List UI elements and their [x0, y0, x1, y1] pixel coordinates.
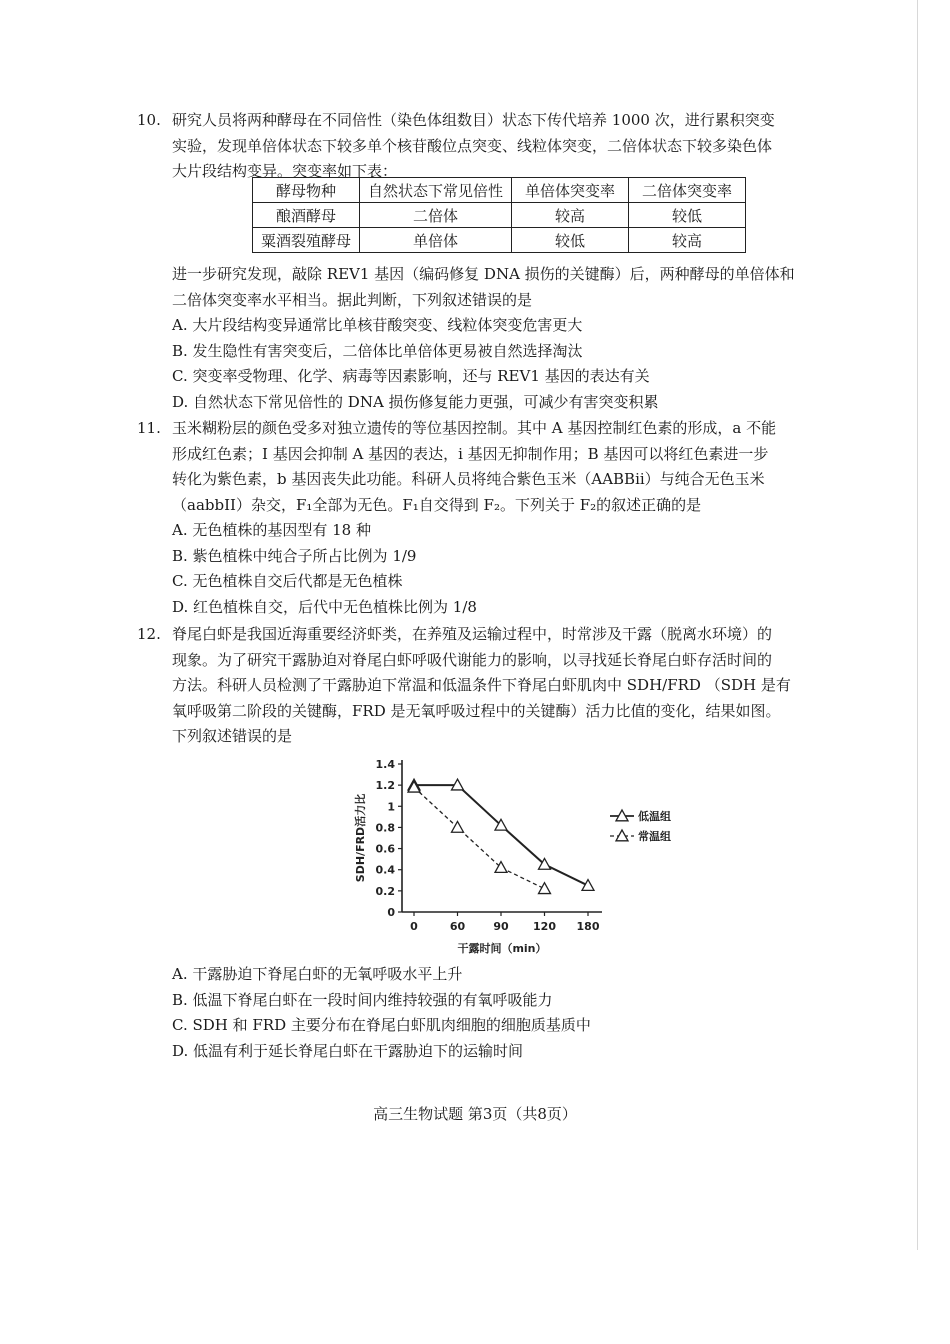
y-tick-label: 0 [387, 906, 395, 919]
table-cell: 酿酒酵母 [253, 203, 360, 228]
table-header-cell: 二倍体突变率 [629, 178, 746, 203]
option-b: B. 紫色植株中纯合子所占比例为 1/9 [172, 546, 417, 565]
option-c: C. 突变率受物理、化学、病毒等因素影响，还与 REV1 基因的表达有关 [172, 367, 650, 385]
question-number: 10. [137, 111, 161, 129]
x-tick-label: 180 [576, 920, 600, 933]
y-tick-label: 0.8 [375, 821, 395, 835]
option-c: C. 无色植株自交后代都是无色植株 [172, 572, 403, 590]
question-text-line: 形成红色素；I 基因会抑制 A 基因的表达，i 基因无抑制作用；B 基因可以将红色素进一步 [172, 444, 769, 463]
y-tick-label: 1.2 [375, 779, 395, 793]
option-a: A. 无色植株的基因型有 18 种 [172, 521, 371, 539]
mutation-rate-table [252, 177, 746, 253]
question-text-line: 脊尾白虾是我国近海重要经济虾类，在养殖及运输过程中，时常涉及干露（脱离水环境）的 [172, 625, 773, 643]
series-line-1 [414, 787, 545, 888]
question-text-line: 进一步研究发现，敲除 REV1 基因（编码修复 DNA 损伤的关键酶）后，两种酵母的单倍体和 [172, 265, 795, 283]
x-axis-label: 干露时间（min） [457, 942, 547, 955]
x-tick-label: 0 [410, 920, 418, 933]
question-text-line: 二倍体突变率水平相当。据此判断，下列叙述错误的是 [172, 290, 533, 309]
table-header-row [253, 178, 746, 203]
option-d: D. 红色植株自交，后代中无色植株比例为 1/8 [172, 597, 477, 616]
question-text-line: 方法。科研人员检测了干露胁迫下常温和低温条件下脊尾白虾肌肉中 SDH/FRD （SDH 是有 [172, 676, 791, 694]
table-cell: 粟酒裂殖酵母 [253, 228, 360, 253]
data-point [582, 880, 594, 891]
table-cell: 单倍体 [360, 228, 512, 253]
table-header-cell: 酵母物种 [253, 178, 360, 203]
question-11 [137, 416, 817, 620]
question-text-line: 大片段结构变异。突变率如下表： [172, 162, 398, 180]
y-axis-label: SDH/FRD活力比 [354, 793, 367, 883]
y-tick-label: 0.2 [375, 884, 395, 898]
table-row [253, 203, 746, 228]
question-10 [137, 108, 817, 185]
question-12-options [137, 962, 817, 1064]
question-text-line: 现象。为了研究干露胁迫对脊尾白虾呼吸代谢能力的影响，以寻找延长脊尾白虾存活时间的 [172, 650, 773, 669]
data-point [452, 821, 464, 832]
question-text-line: 转化为紫色素，b 基因丧失此功能。科研人员将纯合紫色玉米（AABBii）与纯合无色玉米 [172, 470, 765, 488]
question-12 [137, 622, 817, 750]
question-text-line: 玉米糊粉层的颜色受多对独立遗传的等位基因控制。其中 A 基因控制红色素的形成，a 不能 [172, 419, 777, 437]
option-d: D. 低温有利于延长脊尾白虾在干露胁迫下的运输时间 [172, 1041, 524, 1060]
y-tick-label: 0.4 [375, 863, 395, 877]
option-b: B. 发生隐性有害突变后，二倍体比单倍体更易被自然选择淘汰 [172, 341, 583, 360]
question-text-line: 研究人员将两种酵母在不同倍性（染色体组数目）状态下传代培养 1000 次，进行累积突变 [172, 111, 775, 129]
table-header-cell: 单倍体突变率 [512, 178, 629, 203]
option-a: A. 干露胁迫下脊尾白虾的无氧呼吸水平上升 [172, 965, 463, 983]
legend-label: 低温组 [638, 810, 671, 823]
question-number: 12. [137, 625, 161, 643]
page-footer: 高三生物试题 第3页（共8页） [373, 1105, 577, 1123]
table-header-cell: 自然状态下常见倍性 [360, 178, 512, 203]
table-cell: 较高 [629, 228, 746, 253]
y-tick-label: 0.6 [375, 842, 395, 856]
question-text-line: 实验，发现单倍体状态下较多单个核苷酸位点突变、线粒体突变，二倍体状态下较多染色体 [172, 136, 773, 155]
table-cell: 较高 [512, 203, 629, 228]
legend-label: 常温组 [638, 830, 671, 843]
question-number: 11. [137, 419, 161, 437]
option-d: D. 自然状态下常见倍性的 DNA 损伤修复能力更强，可减少有害突变积累 [172, 392, 659, 411]
question-text-line: 下列叙述错误的是 [172, 727, 293, 745]
scan-edge-line [917, 0, 918, 1250]
table-cell: 较低 [512, 228, 629, 253]
option-b: B. 低温下脊尾白虾在一段时间内维持较强的有氧呼吸能力 [172, 990, 553, 1009]
question-text-line: 氧呼吸第二阶段的关键酶，FRD 是无氧呼吸过程中的关键酶）活力比值的变化，结果如图。 [172, 701, 781, 720]
line-chart [340, 752, 680, 962]
option-c: C. SDH 和 FRD 主要分布在脊尾白虾肌肉细胞的细胞质基质中 [172, 1016, 591, 1034]
data-point [539, 883, 551, 894]
question-text-line: （aabbII）杂交，F₁全部为无色。F₁自交得到 F₂。下列关于 F₂的叙述正确的是 [172, 495, 702, 514]
option-a: A. 大片段结构变异通常比单核苷酸突变、线粒体突变危害更大 [172, 316, 583, 334]
question-10-continued [137, 262, 817, 415]
y-tick-label: 1.4 [375, 758, 395, 771]
x-tick-label: 90 [493, 920, 509, 933]
table-row [253, 228, 746, 253]
table-cell: 二倍体 [360, 203, 512, 228]
sdh-frd-chart [340, 752, 680, 962]
x-tick-label: 60 [449, 920, 466, 933]
y-tick-label: 1 [387, 800, 395, 814]
x-tick-label: 120 [533, 920, 556, 933]
table-cell: 较低 [629, 203, 746, 228]
